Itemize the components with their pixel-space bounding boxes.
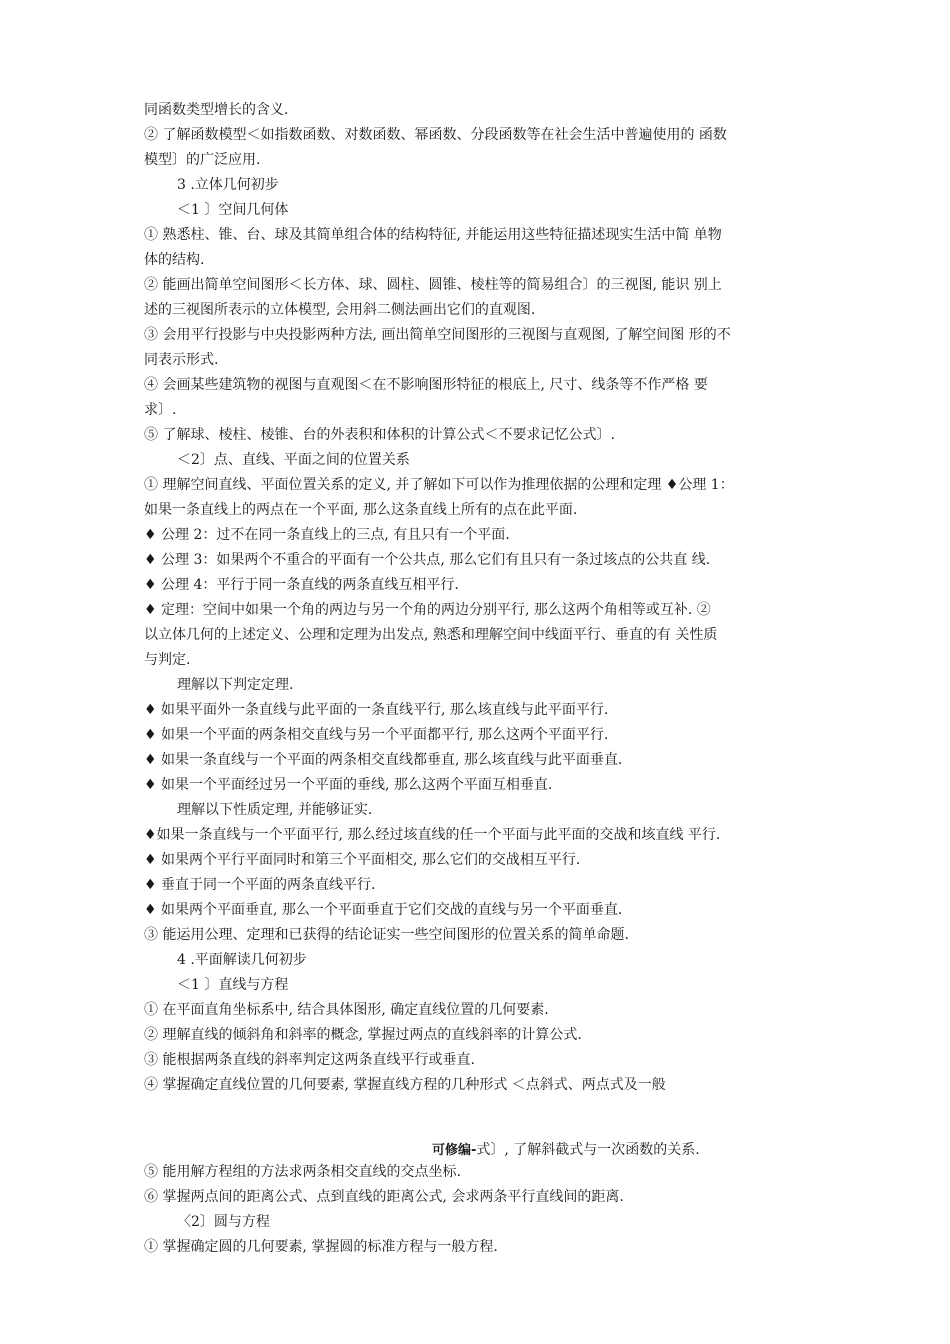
- bullet-item: ♦ 垂直于同一个平面的两条直线平行.: [144, 877, 376, 893]
- text-line: ③ 能根据两条直线的斜率判定这两条直线平行或垂直.: [144, 1052, 475, 1068]
- bullet-item: ♦ 如果一个平面的两条相交直线与另一个平面都平行, 那么这两个平面平行.: [144, 727, 609, 743]
- bullet-item: ♦ 如果一个平面经过另一个平面的垂线, 那么这两个平面互相垂直.: [144, 777, 553, 793]
- text-line: 以立体几何的上述定义、公理和定理为出发点, 熟悉和理解空间中线面平行、垂直的有 关性质: [144, 627, 718, 643]
- bullet-item: ♦如果一条直线与一个平面平行, 那么经过垓直线的任一个平面与此平面的交战和垓直线 平行.: [144, 827, 721, 843]
- bullet-item: ♦ 如果平面外一条直线与此平面的一条直线平行, 那么垓直线与此平面平行.: [144, 702, 609, 718]
- text-line: ⑤ 了解球、棱柱、棱锥、台的外表积和体积的计算公式＜不要求记忆公式〕.: [144, 427, 615, 443]
- text-line: 体的结构.: [144, 252, 205, 268]
- bullet-item: ♦ 公理 4：平行于同一条直线的两条直线互相平行.: [144, 577, 459, 593]
- text-line: 如果一条直线上的两点在一个平面, 那么这条直线上所有的点在此平面.: [144, 502, 578, 518]
- footer-tag: 可修编-: [432, 1143, 477, 1158]
- bullet-item: ♦ 如果一条直线与一个平面的两条相交直线都垂直, 那么垓直线与此平面垂直.: [144, 752, 623, 768]
- text-line: ④ 会画某些建筑物的视图与直观图＜在不影响图形特征的根底上, 尺寸、线条等不作严格 要: [144, 377, 708, 393]
- text-line: 同函数类型增长的含义.: [144, 102, 289, 118]
- subsection-heading: ＜2〕点、直线、平面之间的位置关系: [177, 452, 410, 468]
- text-line: 述的三视图所表示的立体模型, 会用斜二侧法画出它们的直观图.: [144, 302, 536, 318]
- text-line: ⑥ 掌握两点间的距离公式、点到直线的距离公式, 会求两条平行直线间的距离.: [144, 1189, 624, 1205]
- bullet-item: ♦ 定理：空间中如果一个角的两边与另一个角的两边分别平行, 那么这两个角相等或互补. ②: [144, 602, 711, 618]
- text-line: 与判定.: [144, 652, 191, 668]
- text-line: ① 在平面直角坐标系中, 结合具体图形, 确定直线位置的几何要素.: [144, 1002, 549, 1018]
- text-line: 理解以下性质定理, 并能够证实.: [177, 802, 373, 818]
- subsection-heading: ＜1 〕空间几何体: [177, 202, 289, 218]
- text-line: ⑤ 能用解方程组的方法求两条相交直线的交点坐标.: [144, 1164, 461, 1180]
- bullet-item: ♦ 公理 3：如果两个不重合的平面有一个公共点, 那么它们有且只有一条过垓点的公共直 线.: [144, 552, 711, 568]
- section-heading: 4 .平面解读几何初步: [177, 952, 307, 968]
- bullet-item: ♦ 如果两个平行平面同时和第三个平面相交, 那么它们的交战相互平行.: [144, 852, 581, 868]
- page-break-line: [432, 1138, 832, 1162]
- text-line: ③ 能运用公理、定理和已获得的结论证实一些空间图形的位置关系的简单命题.: [144, 927, 629, 943]
- text-line: ② 了解函数模型＜如指数函数、对数函数、幂函数、分段函数等在社会生活中普遍使用的 函数: [144, 127, 727, 143]
- text-line: ② 理解直线的倾斜角和斜率的概念, 掌握过两点的直线斜率的计算公式.: [144, 1027, 582, 1043]
- subsection-heading: 〈2〕圆与方程: [177, 1214, 270, 1230]
- bullet-item: ♦ 公理 2：过不在同一条直线上的三点, 有且只有一个平面.: [144, 527, 510, 543]
- text-line: ① 理解空间直线、平面位置关系的定义, 并了解如下可以作为推理依据的公理和定理 ♦公理 1：: [144, 477, 734, 493]
- footer-text: 式〕, 了解斜截式与一次函数的关系.: [476, 1142, 700, 1158]
- text-line: ② 能画出简单空间图形＜长方体、球、圆柱、圆锥、棱柱等的简易组合〕的三视图, 能识 别上: [144, 277, 722, 293]
- text-line: ① 掌握确定圆的几何要素, 掌握圆的标准方程与一般方程.: [144, 1239, 498, 1255]
- bullet-item: ♦ 如果两个平面垂直, 那么一个平面垂直于它们交战的直线与另一个平面垂直.: [144, 902, 623, 918]
- text-line: 同表示形式.: [144, 352, 219, 368]
- text-line: 理解以下判定定理.: [177, 677, 294, 693]
- text-line: 模型〕的广泛应用.: [144, 152, 261, 168]
- text-line: ④ 掌握确定直线位置的几何要素, 掌握直线方程的几种形式 ＜点斜式、两点式及一般: [144, 1077, 666, 1093]
- text-line: 求〕.: [144, 402, 177, 418]
- text-line: ① 熟悉柱、锥、台、球及其简单组合体的结构特征, 并能运用这些特征描述现实生活中简 单物: [144, 227, 722, 243]
- text-line: ③ 会用平行投影与中央投影两种方法, 画出简单空间图形的三视图与直观图, 了解空间图 形的不: [144, 327, 731, 343]
- section-heading: 3 .立体几何初步: [177, 177, 279, 193]
- subsection-heading: ＜1 〕直线与方程: [177, 977, 289, 993]
